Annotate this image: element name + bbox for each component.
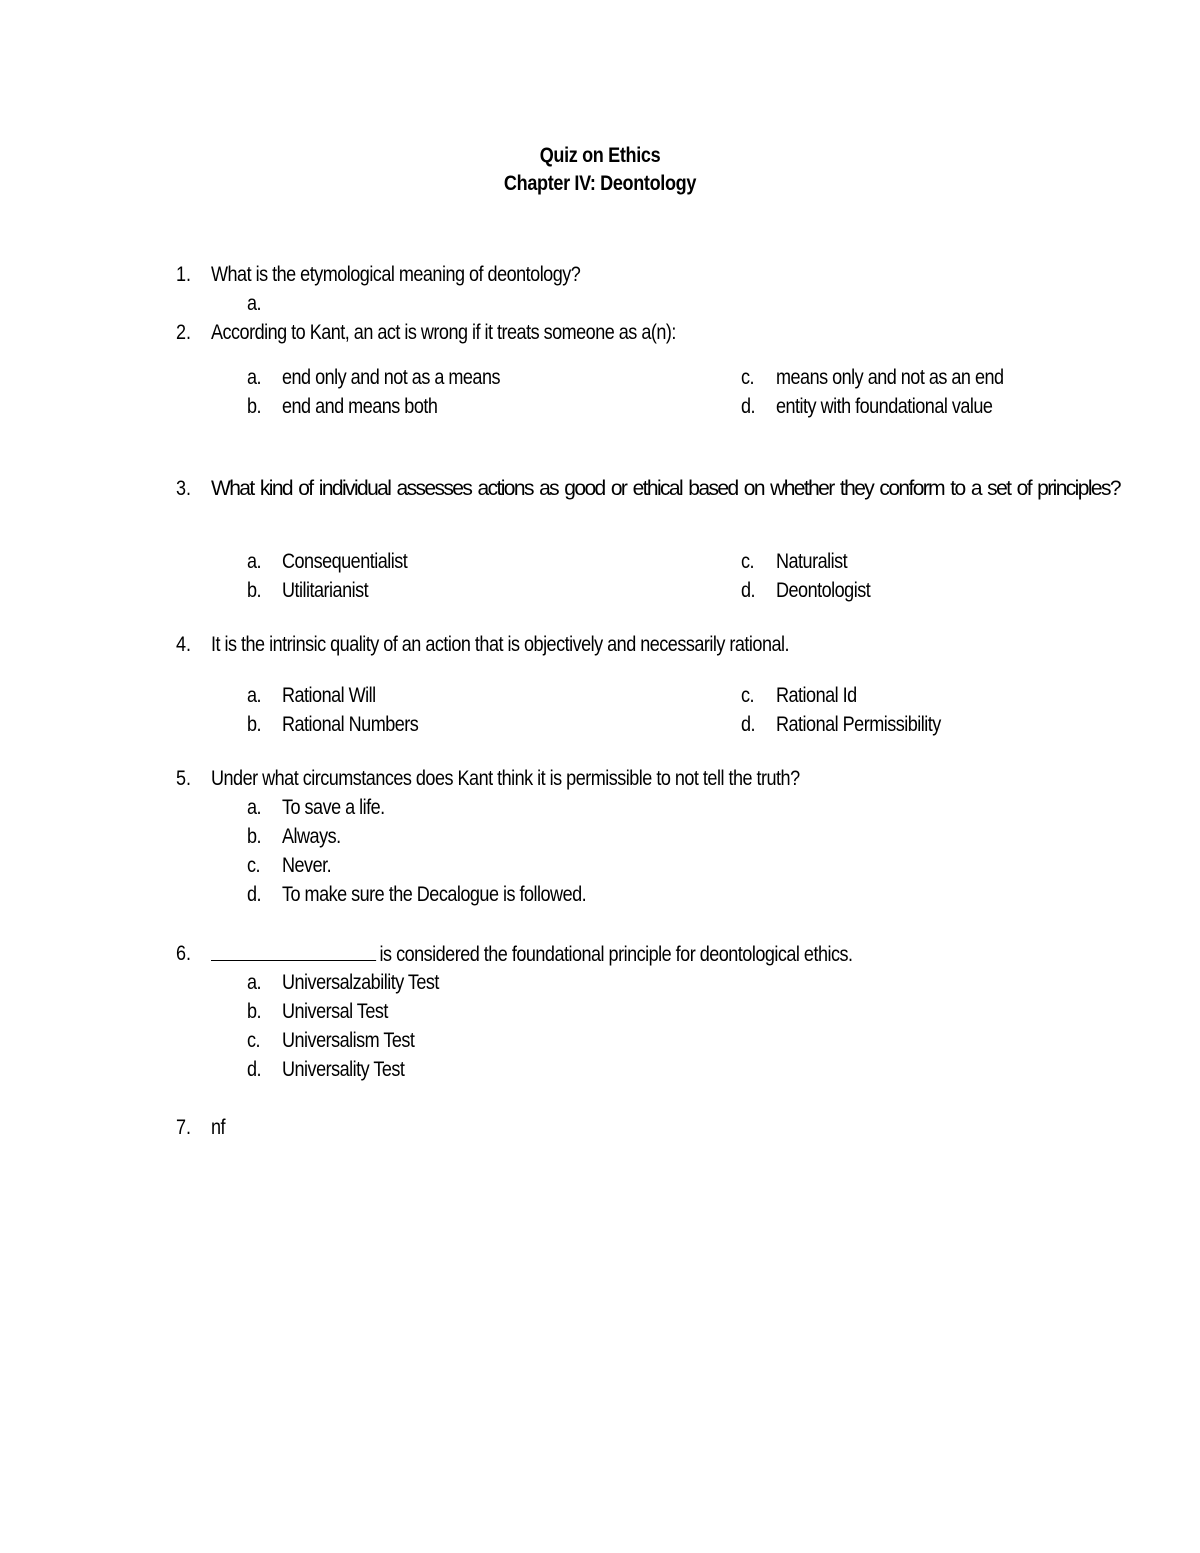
question-6-option-c-letter: c.	[247, 1029, 261, 1052]
question-3-option-d-text: Deontologist	[776, 579, 871, 602]
question-7-text: nf	[211, 1116, 226, 1139]
question-1-number: 1.	[176, 263, 192, 286]
question-6-option-b-text: Universal Test	[282, 1000, 388, 1023]
chapter-subtitle: Chapter IV: Deontology	[503, 172, 697, 195]
question-2-option-a-letter: a.	[247, 366, 262, 389]
question-2-option-d-text: entity with foundational value	[776, 395, 993, 418]
question-1-option-a-letter: a.	[247, 292, 262, 315]
question-5-option-b-letter: b.	[247, 825, 262, 848]
question-5-option-a-letter: a.	[247, 796, 262, 819]
question-3-number: 3.	[176, 477, 192, 500]
question-4-number: 4.	[176, 633, 192, 656]
question-5-option-a-text: To save a life.	[282, 796, 385, 819]
question-2-option-b-letter: b.	[247, 395, 262, 418]
question-7-number: 7.	[176, 1116, 192, 1139]
question-4-option-c-text: Rational Id	[776, 684, 857, 707]
question-5-text: Under what circumstances does Kant think it is permissible to not tell the truth?	[211, 767, 800, 790]
question-3-option-c-letter: c.	[741, 550, 755, 573]
question-5-option-d-text: To make sure the Decalogue is followed.	[282, 883, 587, 906]
question-4-option-a-text: Rational Will	[282, 684, 376, 707]
question-2-option-a-text: end only and not as a means	[282, 366, 501, 389]
question-6-option-d-text: Universality Test	[282, 1058, 405, 1081]
question-2-option-c-text: means only and not as an end	[776, 366, 1004, 389]
question-4-option-b-text: Rational Numbers	[282, 713, 419, 736]
question-2-option-b-text: end and means both	[282, 395, 438, 418]
question-4-option-d-text: Rational Permissibility	[776, 713, 941, 736]
question-2-option-c-letter: c.	[741, 366, 755, 389]
question-5-option-b-text: Always.	[282, 825, 341, 848]
question-6-option-d-letter: d.	[247, 1058, 262, 1081]
question-6-option-c-text: Universalism Test	[282, 1029, 415, 1052]
question-1-text: What is the etymological meaning of deontology?	[211, 263, 581, 286]
question-3-option-a-letter: a.	[247, 550, 262, 573]
question-5-option-d-letter: d.	[247, 883, 262, 906]
question-6-number: 6.	[176, 942, 192, 965]
answer-blank	[211, 940, 376, 961]
question-6-line	[211, 940, 853, 969]
quiz-title: Quiz on Ethics	[539, 144, 661, 167]
question-6-option-b-letter: b.	[247, 1000, 262, 1023]
question-6-text: is considered the foundational principle for deontological ethics.	[379, 943, 853, 966]
question-5-option-c-text: Never.	[282, 854, 332, 877]
question-3-text: What kind of individual assesses actions as good or ethical based on whether they conform to a set of principles?	[211, 477, 1120, 500]
question-4-option-a-letter: a.	[247, 684, 262, 707]
question-2-option-d-letter: d.	[741, 395, 756, 418]
question-6-option-a-text: Universalzability Test	[282, 971, 439, 994]
question-3-option-a-text: Consequentialist	[282, 550, 408, 573]
question-3-option-d-letter: d.	[741, 579, 756, 602]
question-3-option-c-text: Naturalist	[776, 550, 848, 573]
question-4-text: It is the intrinsic quality of an action that is objectively and necessarily rational.	[211, 633, 790, 656]
question-4-option-c-letter: c.	[741, 684, 755, 707]
question-4-option-d-letter: d.	[741, 713, 756, 736]
question-3-option-b-text: Utilitarianist	[282, 579, 369, 602]
question-6-option-a-letter: a.	[247, 971, 262, 994]
question-2-number: 2.	[176, 321, 192, 344]
question-5-option-c-letter: c.	[247, 854, 261, 877]
question-5-number: 5.	[176, 767, 192, 790]
question-3-option-b-letter: b.	[247, 579, 262, 602]
question-4-option-b-letter: b.	[247, 713, 262, 736]
question-2-text: According to Kant, an act is wrong if it treats someone as a(n):	[211, 321, 676, 344]
